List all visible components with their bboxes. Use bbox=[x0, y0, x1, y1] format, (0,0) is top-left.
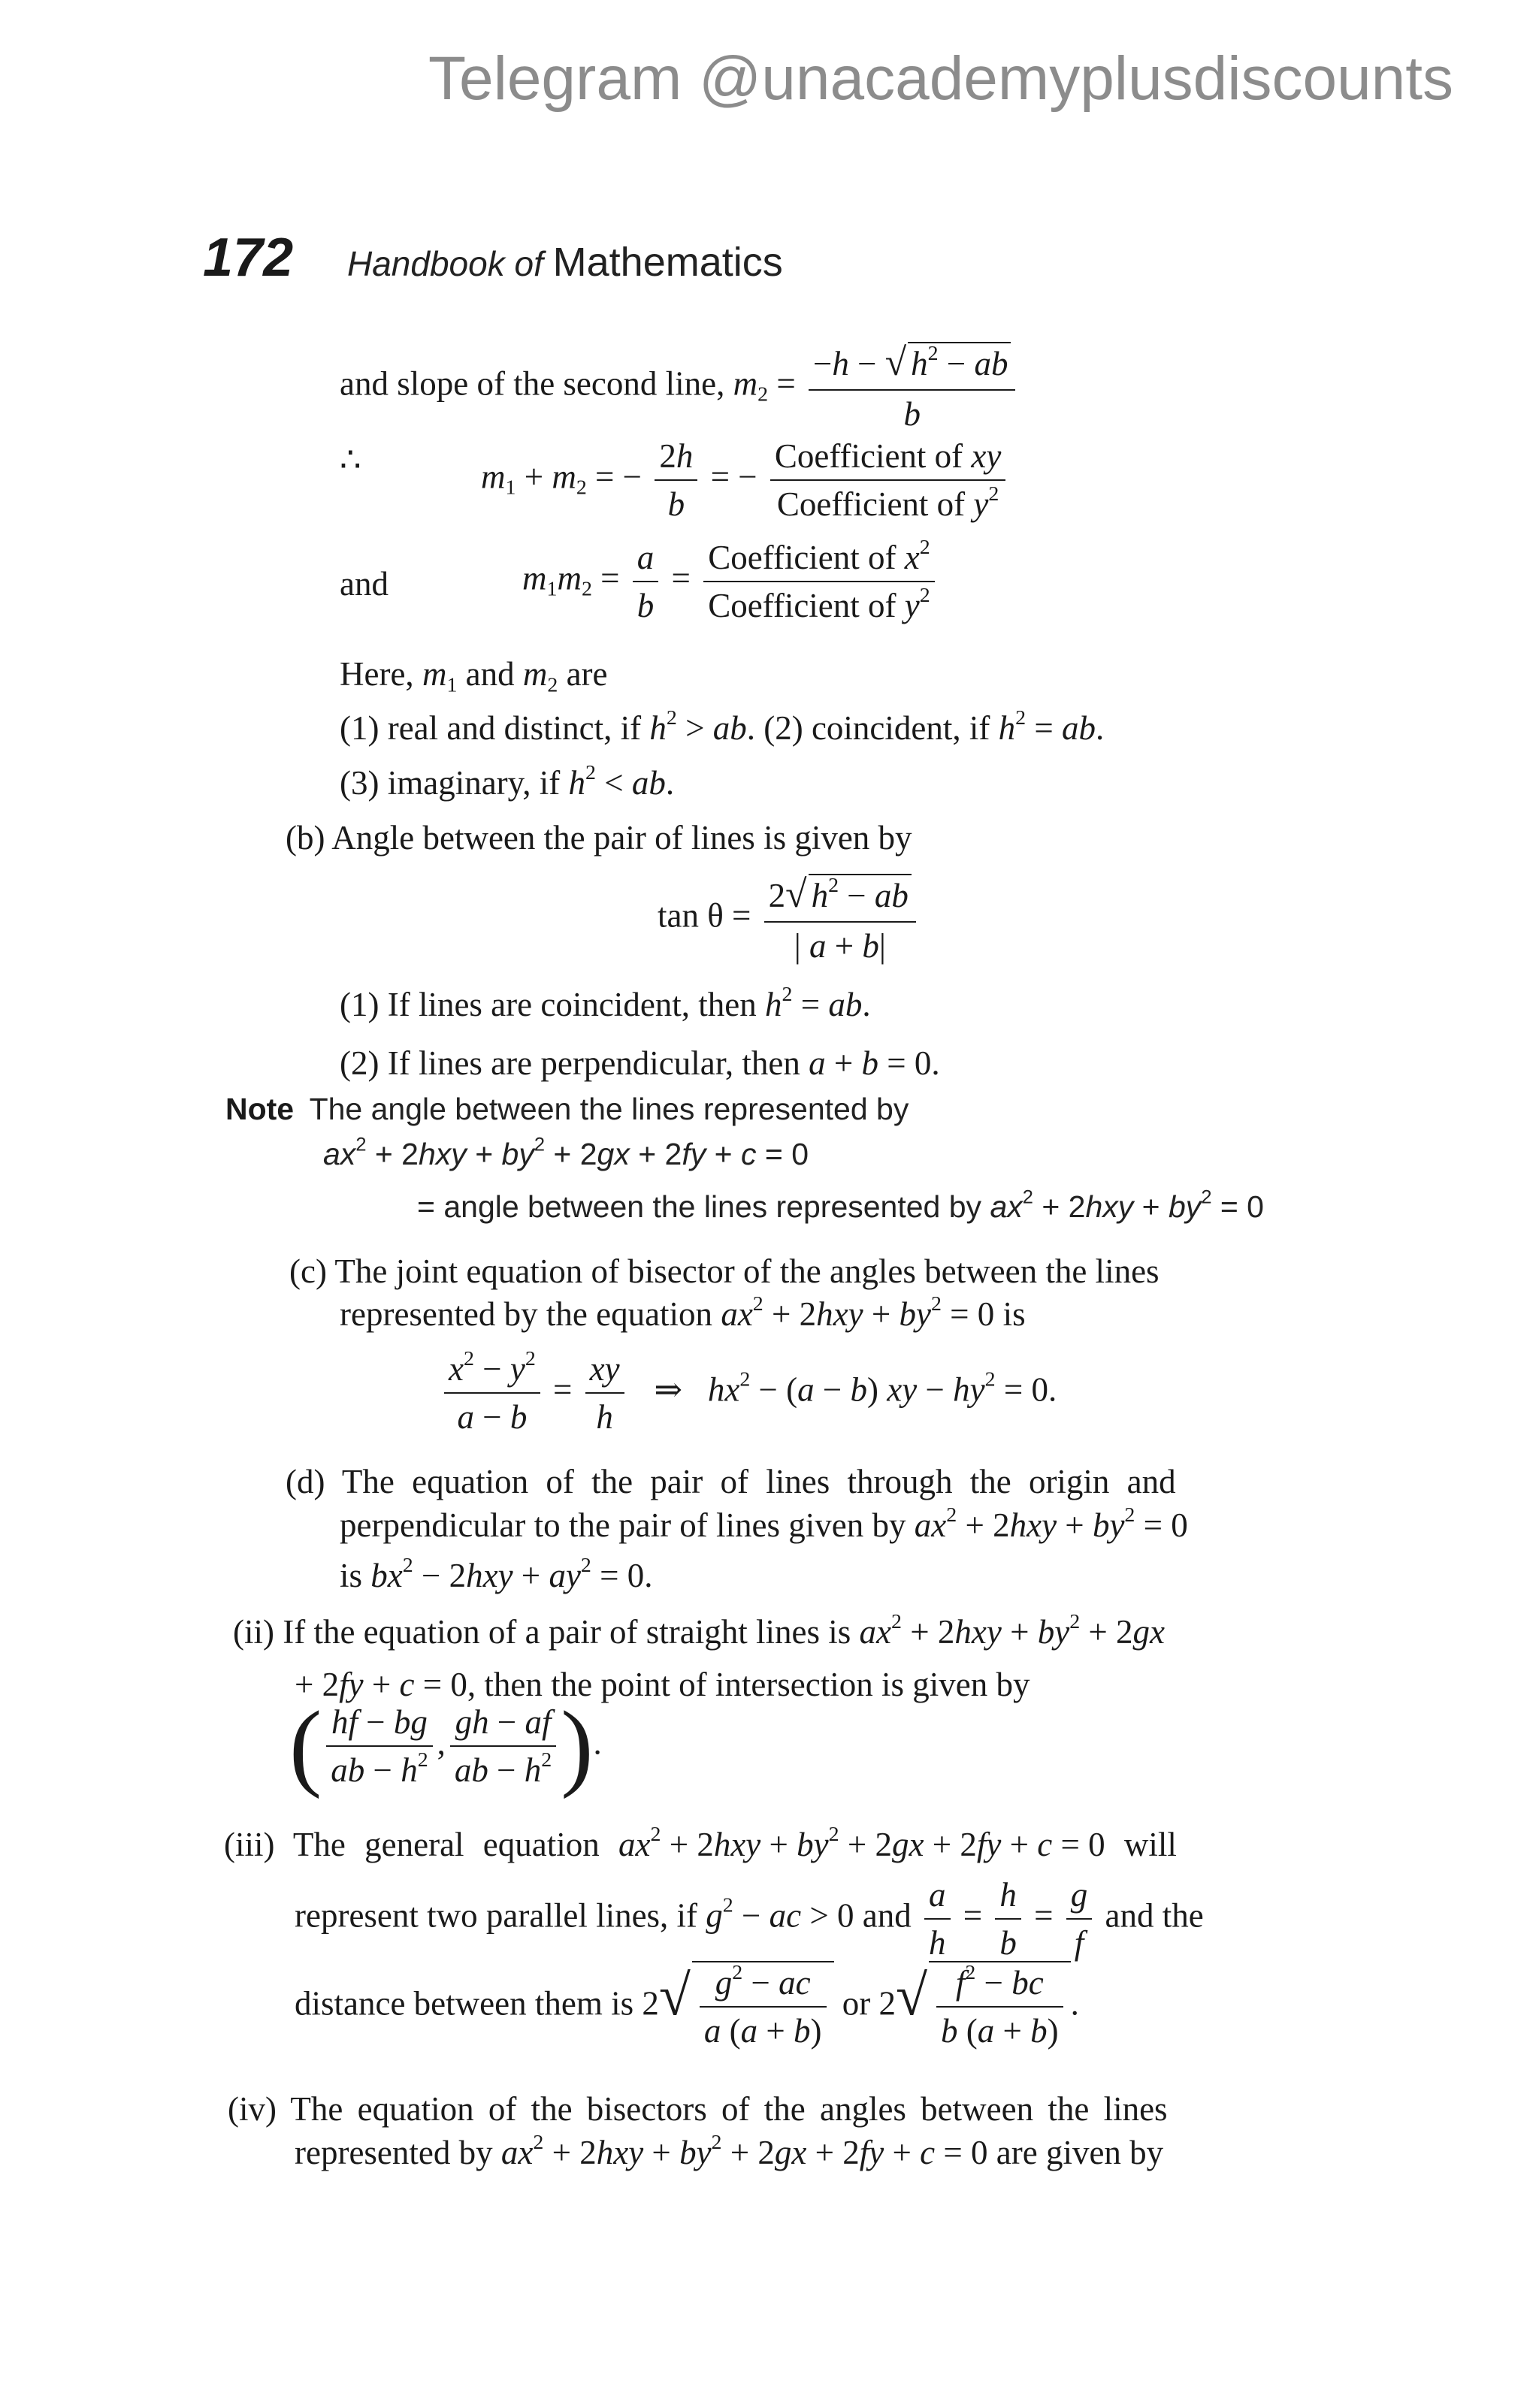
if-coincident: (1) If lines are coincident, then $h^2$ = ab. bbox=[340, 982, 871, 1023]
here-line: Here, $m_1$ and $m_2$ are bbox=[340, 655, 608, 697]
item-ii-line1: (ii) If the equation of a pair of straight lines is $ax^2 + 2hxy + by^2 + 2gx$ bbox=[233, 1609, 1166, 1651]
item-d-line1: (d) The equation of the pair of lines through the origin and bbox=[286, 1463, 1176, 1500]
and-label: and bbox=[340, 565, 389, 603]
note-equation-2: = angle between the lines represented by $ax^2 + 2hxy + by^2 = 0$ bbox=[417, 1186, 1264, 1224]
item-iv-line2: represented by $ax^2 + 2hxy + by^2 + 2gx + 2fy + c = 0$ are given by bbox=[295, 2130, 1164, 2171]
therefore-symbol: ∴ bbox=[340, 441, 361, 479]
tan-formula: tan θ = $\frac{2√ h^2 - ab}{| a + b|}$ bbox=[658, 872, 921, 966]
text: and slope of the second line, bbox=[340, 364, 725, 403]
item-b: (b) Angle between the pair of lines is given by bbox=[286, 819, 912, 857]
item-iv-line1: (iv) The equation of the bisectors of the angles between the lines bbox=[228, 2090, 1168, 2128]
book-title-prefix: Handbook of bbox=[347, 244, 543, 283]
item-d-line3: is $bx^2 - 2hxy + ay^2 = 0$. bbox=[340, 1553, 653, 1594]
book-title-main: Mathematics bbox=[552, 240, 783, 285]
item-ii-line2: + 2fy + c = 0, then the point of intersection is given by bbox=[295, 1666, 1030, 1703]
note-line: Note The angle between the lines represented by bbox=[225, 1092, 909, 1126]
product-of-slopes: $m_1m_2$ = $\frac{a}{b}$ = $\frac{Coefficient of x^2}{Coefficient of y^2}$ bbox=[522, 537, 939, 626]
intersection-point: ( $\frac{hf - bg}{ab - h^2}$ , $\frac{gh - af}{ab - h^2}$ ). bbox=[289, 1691, 602, 1800]
imaginary: (3) imaginary, if $h^2$ < ab. bbox=[340, 760, 675, 802]
bisector-equation: $\frac{x^2 - y^2}{a - b}$ = $\frac{xy}{h}$ ⇒ $hx^2 - (a - b)$ xy − $hy^2 = 0$. bbox=[440, 1349, 1057, 1437]
item-iii-distance: distance between them is 2√ $\frac{g^2 - ac}{a (a + b)}$ or 2√ $\frac{f^2 - bc}{b (a + b)}$ . bbox=[295, 1960, 1079, 2050]
slope-second-line: and slope of the second line, $m_2$ = $\frac{-h - √ h^2 - ab}{b}$ bbox=[340, 340, 1020, 434]
page-number: 172 bbox=[203, 228, 294, 288]
item-d-line2: perpendicular to the pair of lines given by $ax^2 + 2hxy + by^2 = 0$ bbox=[340, 1503, 1188, 1544]
item-iii-line1: (iii) The general equation $ax^2 + 2hxy + by^2 + 2gx + 2fy + c = 0$ will bbox=[224, 1822, 1177, 1863]
watermark: Telegram @unacademyplusdiscounts bbox=[428, 44, 1454, 113]
real-distinct: (1) real and distinct, if $h^2$ > ab. (2) coincident, if $h^2$ = ab. bbox=[340, 705, 1105, 747]
sum-of-slopes: $m_1 + m_2$ = − $\frac{2h}{b}$ = − $\frac{\text{Coefficient of xy}}{Coefficient of y^2}$ bbox=[481, 436, 1010, 524]
book-title bbox=[347, 239, 783, 286]
fraction: $\frac{-h - √ h^2 - ab}{b}$ bbox=[809, 340, 1016, 434]
item-iii-line2: represent two parallel lines, if $g^2$ − ac > 0 and $\frac{a}{h}$ = $\frac{h}{b}$ = $\frac{g}{f}$ and the bbox=[295, 1876, 1204, 1962]
item-c-line1: (c) The joint equation of bisector of the angles between the lines bbox=[289, 1252, 1160, 1290]
if-perpendicular: (2) If lines are perpendicular, then a + b = 0. bbox=[340, 1044, 940, 1082]
item-c-line2: represented by the equation $ax^2 + 2hxy + by^2 = 0$ is bbox=[340, 1292, 1026, 1333]
note-equation: $ax^2 + 2hxy + by^2 + 2gx + 2fy + c = 0$ bbox=[323, 1134, 809, 1171]
